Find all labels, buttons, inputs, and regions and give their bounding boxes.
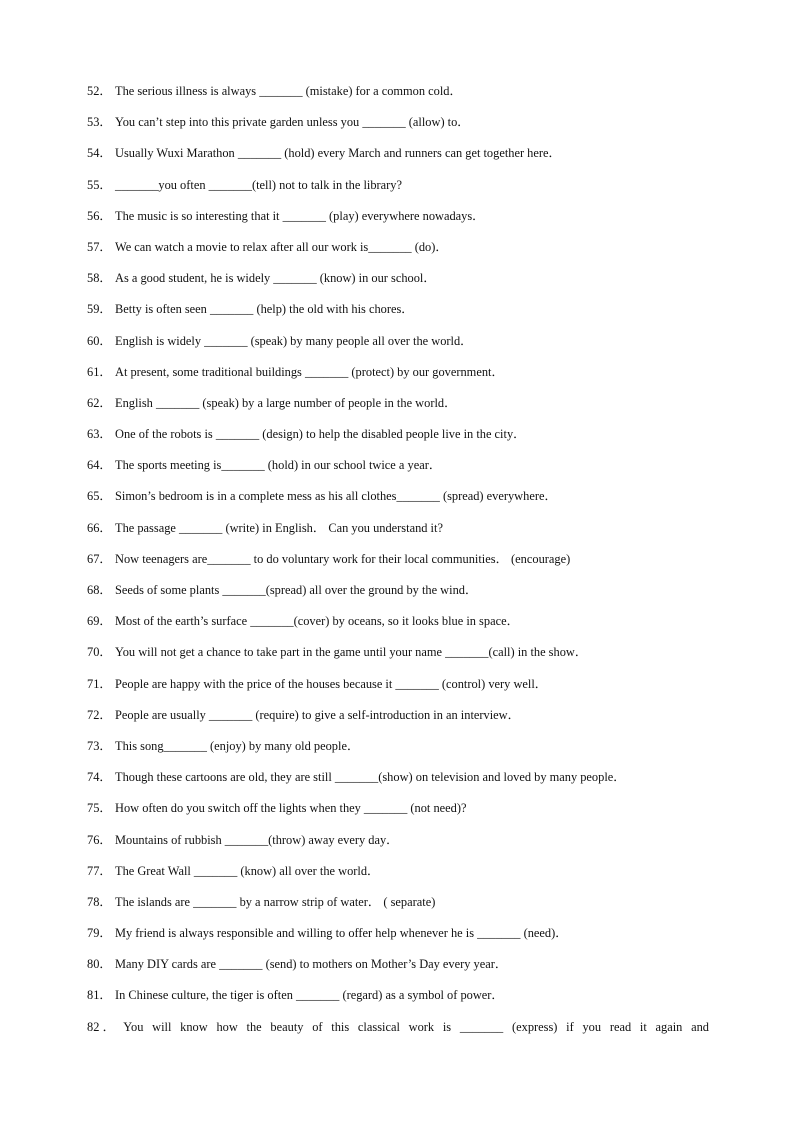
question-item [87, 675, 709, 706]
question-number: 79． [87, 926, 112, 941]
question-text: Now teenagers are_______ to do voluntary work for their local communities． (encourage) [115, 551, 571, 566]
question-number: 72． [87, 707, 112, 722]
question-item [87, 363, 709, 394]
question-text: Most of the earth’s surface _______(cover) by oceans, so it looks blue in space． [115, 614, 519, 629]
question-number: 73． [87, 738, 112, 753]
question-text: Though these cartoons are old, they are still _______(show) on television and loved by many people． [115, 770, 626, 785]
question-text: We can watch a movie to relax after all our work is_______ (do)． [115, 239, 448, 254]
question-number: 57． [87, 239, 112, 254]
question-text: People are usually _______ (require) to give a self-introduction in an interview． [115, 707, 520, 722]
question-item [87, 144, 709, 175]
question-item [87, 924, 709, 955]
question-number: 76． [87, 832, 112, 847]
question-item [87, 238, 709, 269]
question-item [87, 643, 709, 674]
question-number: 66． [87, 520, 112, 535]
question-number: 65． [87, 489, 112, 504]
question-number: 64． [87, 458, 112, 473]
question-text: Many DIY cards are _______ (send) to mothers on Mother’s Day every year． [115, 957, 508, 972]
question-text: The Great Wall _______ (know) all over the world． [115, 863, 380, 878]
question-item [87, 487, 709, 518]
question-item [87, 893, 709, 924]
question-number: 77． [87, 863, 112, 878]
question-number: 52． [87, 84, 112, 98]
question-number: 61． [87, 364, 112, 379]
question-number: 59． [87, 302, 112, 317]
question-item [87, 706, 709, 737]
question-number: 75． [87, 801, 112, 816]
question-number: 81． [87, 988, 112, 1003]
question-item [87, 82, 709, 113]
question-text: You can’t step into this private garden unless you _______ (allow) to． [115, 115, 470, 130]
question-item [87, 986, 709, 1017]
question-item [87, 581, 709, 612]
question-text: At present, some traditional buildings _______ (protect) by our government． [115, 364, 504, 379]
question-text: People are happy with the price of the houses because it _______ (control) very well． [115, 676, 548, 691]
question-text: The islands are _______ by a narrow strip of water． ( separate) [115, 894, 436, 909]
question-text: My friend is always responsible and willing to offer help whenever he is _______ (need)． [115, 926, 568, 941]
question-item [87, 550, 709, 581]
question-item [87, 737, 709, 768]
question-item [87, 394, 709, 425]
question-text: As a good student, he is widely _______ (know) in our school． [115, 271, 436, 286]
question-list [87, 82, 709, 1036]
question-number: 80． [87, 957, 112, 972]
question-number: 58． [87, 271, 112, 286]
question-text: Simon’s bedroom is in a complete mess as his all clothes_______ (spread) everywhere． [115, 489, 557, 504]
question-number: 78． [87, 894, 112, 909]
question-text: English is widely _______ (speak) by many people all over the world． [115, 333, 473, 348]
question-item [87, 862, 709, 893]
question-text: You will not get a chance to take part in the game until your name _______(call) in the show． [115, 645, 588, 660]
question-item [87, 955, 709, 986]
question-number: 53． [87, 115, 112, 130]
question-text: One of the robots is _______ (design) to help the disabled people live in the city． [115, 427, 526, 442]
question-number: 70． [87, 645, 112, 660]
question-item [87, 456, 709, 487]
question-item [87, 519, 709, 550]
question-text: Usually Wuxi Marathon _______ (hold) every March and runners can get together here． [115, 146, 561, 161]
question-text: Mountains of rubbish _______(throw) away every day． [115, 832, 399, 847]
question-item [87, 831, 709, 862]
question-number: 54． [87, 146, 112, 161]
question-item [87, 425, 709, 456]
question-text: The music is so interesting that it _______ (play) everywhere nowadays． [115, 208, 485, 223]
question-number: 82． [87, 1019, 115, 1034]
question-item [87, 176, 709, 207]
question-text: Seeds of some plants _______(spread) all over the ground by the wind． [115, 583, 478, 597]
question-item [87, 1018, 709, 1036]
question-item [87, 612, 709, 643]
question-item [87, 269, 709, 300]
question-text: In Chinese culture, the tiger is often _______ (regard) as a symbol of power． [115, 988, 504, 1003]
question-item [87, 332, 709, 363]
question-text: The sports meeting is_______ (hold) in our school twice a year． [115, 458, 442, 473]
question-number: 74． [87, 770, 112, 785]
question-number: 68． [87, 583, 112, 597]
question-number: 55． [87, 177, 112, 192]
question-text: Betty is often seen _______ (help) the old with his chores． [115, 302, 414, 317]
question-number: 63． [87, 427, 112, 442]
question-number: 69． [87, 614, 112, 629]
question-number: 71． [87, 676, 112, 691]
question-item [87, 768, 709, 799]
question-text: _______you often _______(tell) not to talk in the library? [115, 177, 402, 192]
question-number: 56． [87, 208, 112, 223]
question-text: English _______ (speak) by a large number of people in the world． [115, 395, 457, 410]
question-number: 67． [87, 551, 112, 566]
question-text: The serious illness is always _______ (mistake) for a common cold． [115, 84, 462, 98]
question-number: 62． [87, 395, 112, 410]
question-text: The passage _______ (write) in English． Can you understand it? [115, 520, 443, 535]
question-item [87, 300, 709, 331]
question-item [87, 113, 709, 144]
question-number: 60． [87, 333, 112, 348]
question-text: How often do you switch off the lights when they _______ (not need)? [115, 801, 467, 816]
question-text: This song_______ (enjoy) by many old people． [115, 738, 360, 753]
question-item [87, 799, 709, 830]
question-text: You will know how the beauty of this classical work is _______ (express) if you read it again and [115, 1019, 709, 1034]
question-item [87, 207, 709, 238]
